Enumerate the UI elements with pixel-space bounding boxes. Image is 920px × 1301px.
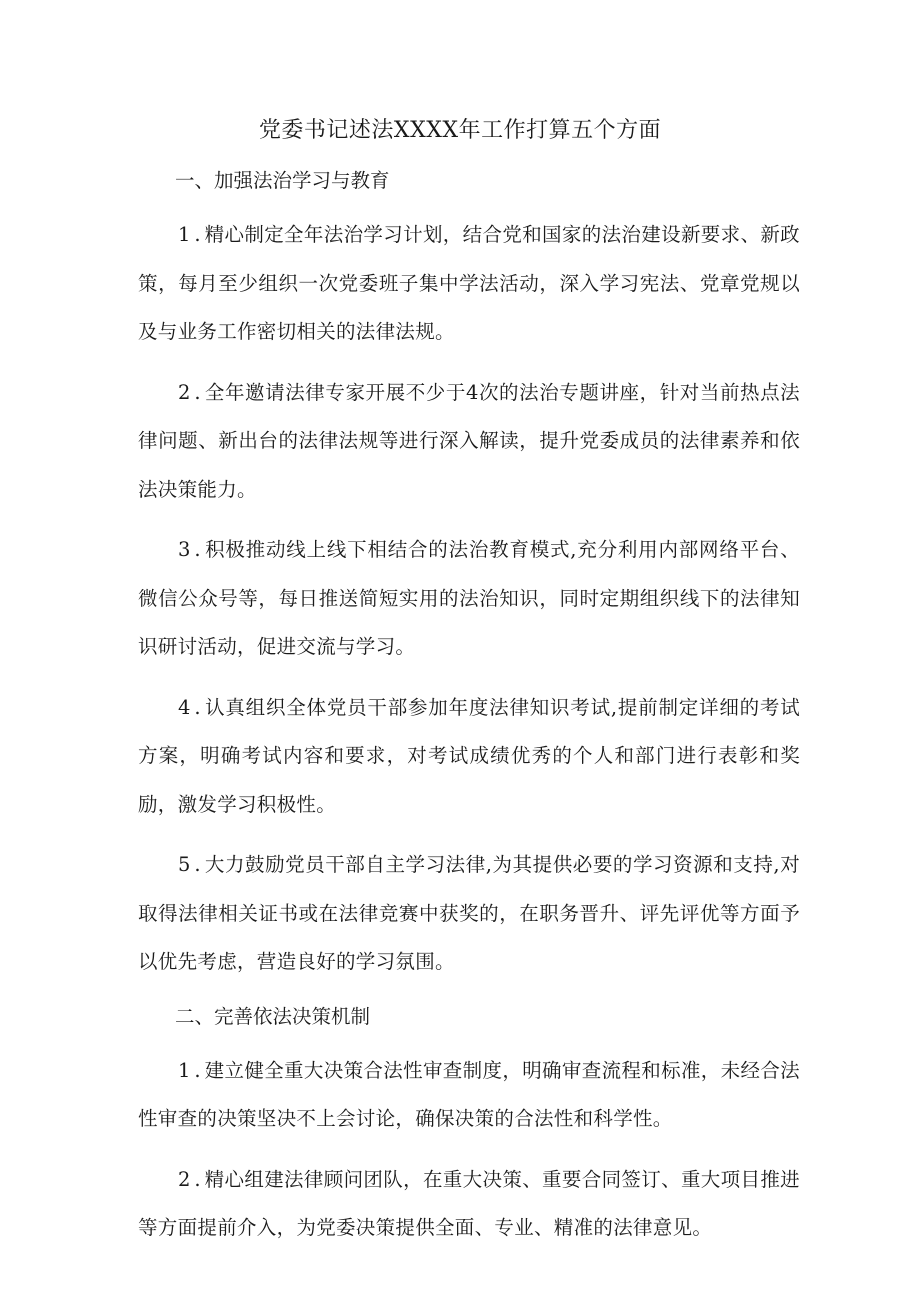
list-item: [138, 211, 800, 357]
section-1: [138, 163, 800, 987]
list-item: [138, 1156, 800, 1253]
section-heading: 二、完善依法决策机制: [175, 1004, 371, 1028]
list-item: [138, 684, 800, 830]
item-number: 2.: [178, 380, 205, 404]
item-number: 3.: [178, 538, 205, 561]
item-number: 5.: [178, 853, 205, 876]
item-number: 1.: [178, 1058, 205, 1082]
item-text: 认真组织全体党员干部参加年度法律知识考试,提前制定详细的考试方案，明确考试内容和要求，对考试成绩优秀的个人和部门进行表彰和奖励，激发学习积极性。: [138, 695, 800, 816]
list-item: [138, 369, 800, 515]
document-title: 党委书记述法XXXX年工作打算五个方面: [258, 118, 662, 143]
section-heading: 一、加强法治学习与教育: [175, 169, 390, 192]
item-text: 全年邀请法律专家开展不少于4次的法治专题讲座，针对当前热点法律问题、新出台的法律法规等进行深入解读，提升党委成员的法律素养和依法决策能力。: [138, 380, 800, 501]
list-item: [138, 1047, 800, 1144]
list-item: [138, 526, 800, 672]
document-body: [138, 163, 800, 1253]
item-text: 精心组建法律顾问团队，在重大决策、重要合同签订、重大项目推进等方面提前介入，为党委决策提供全面、专业、精准的法律意见。: [138, 1167, 800, 1239]
item-number: 1.: [178, 223, 205, 246]
item-text: 大力鼓励党员干部自主学习法律,为其提供必要的学习资源和支持,对取得法律相关证书或在法律竞赛中获奖的，在职务晋升、评先评优等方面予以优先考虑，营造良好的学习氛围。: [138, 853, 800, 973]
item-text: 积极推动线上线下相结合的法治教育模式,充分利用内部网络平台、微信公众号等，每日推送简短实用的法治知识，同时定期组织线下的法律知识研讨活动，促进交流与学习。: [138, 538, 800, 658]
item-number: 4.: [178, 695, 205, 719]
item-text: 建立健全重大决策合法性审查制度，明确审查流程和标准，未经合法性审查的决策坚决不上会讨论，确保决策的合法性和科学性。: [138, 1058, 800, 1130]
item-text: 精心制定全年法治学习计划，结合党和国家的法治建设新要求、新政策，每月至少组织一次党委班子集中学法活动，深入学习宪法、党章党规以及与业务工作密切相关的法律法规。: [138, 223, 800, 343]
section-2: [138, 999, 800, 1253]
item-number: 2.: [178, 1167, 205, 1191]
list-item: [138, 841, 800, 987]
